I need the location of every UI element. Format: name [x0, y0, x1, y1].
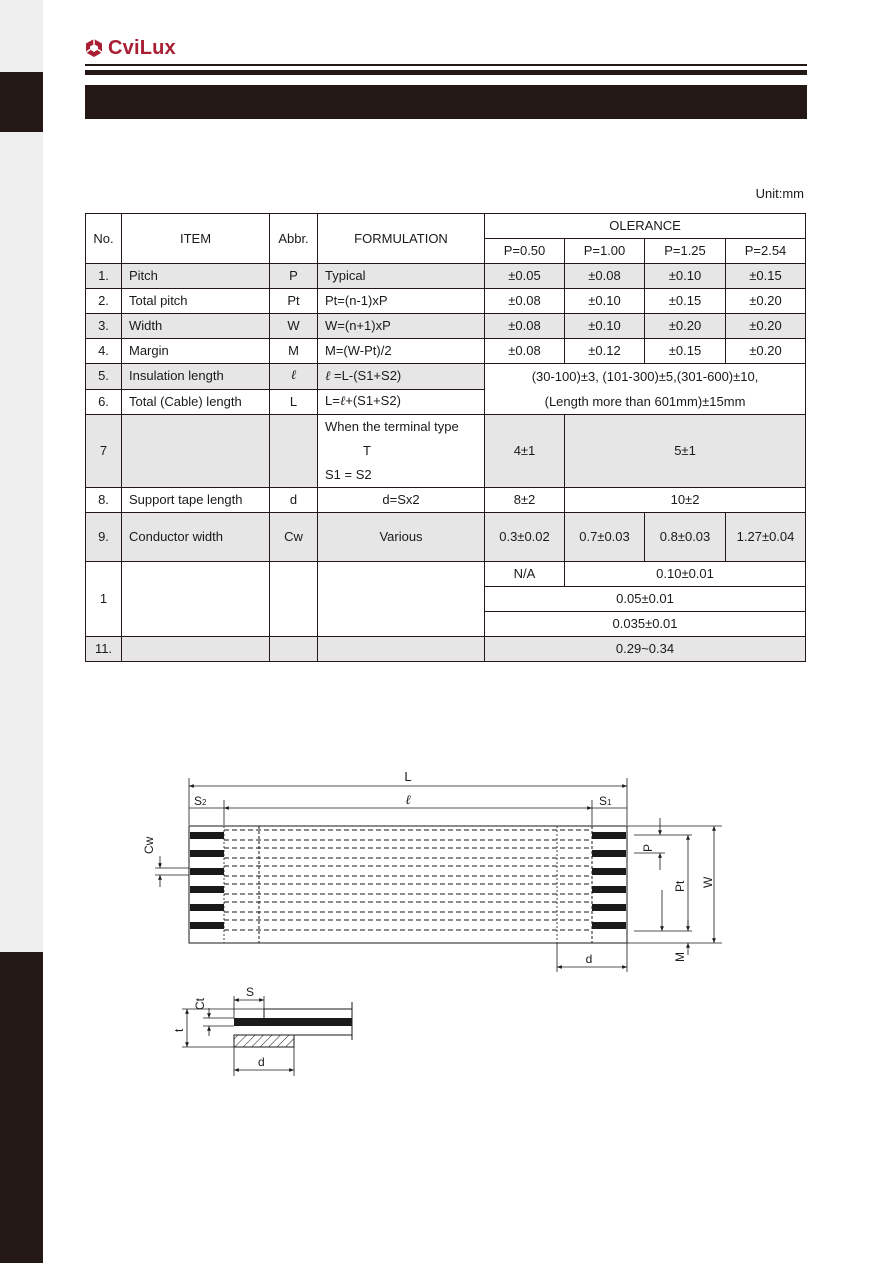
side-conductor [234, 1018, 352, 1026]
row-value: ±0.08 [485, 339, 565, 364]
row-value: 0.05±0.01 [485, 587, 806, 612]
row-abbr: L [270, 389, 318, 415]
row-no: 2. [86, 289, 122, 314]
formulation-text: =L-(S1+S2) [334, 367, 402, 383]
unit-label: Unit:mm [755, 186, 804, 201]
row-value: 0.29~0.34 [485, 637, 806, 662]
row-abbr: W [270, 314, 318, 339]
header-formulation: FORMULATION [318, 214, 485, 264]
label-side-S: S [246, 985, 255, 999]
side-view [172, 985, 352, 1076]
row-formulation: Pt=(n-1)xP [318, 289, 485, 314]
row-formulation: W=(n+1)xP [318, 314, 485, 339]
label-Pt: Pt [673, 880, 687, 892]
header-tolerance: OLERANCE [485, 214, 806, 239]
row-item: Total pitch [122, 289, 270, 314]
row-formulation: M=(W-Pt)/2 [318, 339, 485, 364]
row-value: ±0.20 [726, 289, 806, 314]
length-tolerance-line: (30-100)±3, (101-300)±5,(301-600)±10, [531, 369, 759, 384]
row-item: Total (Cable) length [122, 389, 270, 415]
svg-text:S1 [599, 794, 612, 808]
row-value: 10±2 [565, 488, 806, 513]
row-value: ±0.08 [485, 314, 565, 339]
row-abbr: P [270, 264, 318, 289]
row-value: 5±1 [565, 415, 806, 488]
row-value: 0.035±0.01 [485, 612, 806, 637]
row-value: 4±1 [485, 415, 565, 488]
label-S1: S [599, 794, 608, 808]
row-value: ±0.20 [726, 339, 806, 364]
label-L: L [404, 769, 412, 784]
pitch-col-0: P=0.50 [485, 239, 565, 264]
row-value: 0.7±0.03 [565, 513, 645, 562]
label-Cw: Cw [142, 836, 156, 854]
row-item: Pitch [122, 264, 270, 289]
row-value: ±0.15 [645, 289, 726, 314]
row-value: ±0.10 [645, 264, 726, 289]
formulation-text: L= [325, 393, 340, 409]
row-value: ±0.15 [645, 339, 726, 364]
row-value: N/A [485, 562, 565, 587]
label-S1-sub: 1 [607, 798, 612, 807]
label-Ct: Ct [193, 998, 207, 1010]
row-value: ±0.20 [645, 314, 726, 339]
ell-symbol: ℓ [339, 394, 346, 410]
row-formulation: Various [318, 513, 485, 562]
row-no: 5. [86, 364, 122, 390]
row-abbr: M [270, 339, 318, 364]
row-value: ±0.05 [485, 264, 565, 289]
ell-symbol: ℓ [325, 368, 331, 384]
formulation-line: T [363, 443, 371, 458]
row-abbr: ℓ [270, 364, 318, 390]
header-abbr: Abbr. [270, 214, 318, 264]
row-item: Insulation length [122, 364, 270, 390]
row-no: 4. [86, 339, 122, 364]
pitch-col-2: P=1.25 [645, 239, 726, 264]
label-side-d: d [258, 1055, 265, 1069]
formulation-line: When the terminal type [325, 419, 459, 434]
row-value: 1.27±0.04 [726, 513, 806, 562]
row-value: ±0.20 [726, 314, 806, 339]
label-ell: ℓ [405, 793, 411, 808]
label-d: d [585, 952, 593, 966]
row-formulation: Typical [318, 264, 485, 289]
row-no: 3. [86, 314, 122, 339]
row-item: Width [122, 314, 270, 339]
row-value: 0.8±0.03 [645, 513, 726, 562]
row-abbr: Pt [270, 289, 318, 314]
row-value: ±0.15 [726, 264, 806, 289]
row-no: 9. [86, 513, 122, 562]
label-S2-sub: 2 [202, 798, 207, 807]
svg-text:S2 [194, 794, 207, 808]
row-item: Support tape length [122, 488, 270, 513]
formulation-text: +(S1+S2) [345, 393, 401, 409]
label-t: t [172, 1028, 186, 1032]
row-no: 1. [86, 264, 122, 289]
row-no: 1 [86, 562, 122, 637]
label-P: P [641, 843, 655, 852]
length-tolerance-line: (Length more than 601mm)±15mm [544, 394, 746, 409]
row-value: ±0.08 [565, 264, 645, 289]
label-M: M [673, 952, 687, 962]
row-value: 0.3±0.02 [485, 513, 565, 562]
support-tape [234, 1035, 294, 1047]
row-value: 0.10±0.01 [565, 562, 806, 587]
row-value: ±0.12 [565, 339, 645, 364]
row-no: 7 [86, 415, 122, 488]
row-item: Margin [122, 339, 270, 364]
label-S2: S [194, 794, 203, 808]
row-abbr: d [270, 488, 318, 513]
row-no: 6. [86, 389, 122, 415]
header-item: ITEM [122, 214, 270, 264]
row-abbr: Cw [270, 513, 318, 562]
row-value: ±0.10 [565, 314, 645, 339]
row-no: 8. [86, 488, 122, 513]
pitch-col-3: P=2.54 [726, 239, 806, 264]
pitch-col-1: P=1.00 [565, 239, 645, 264]
row-formulation: d=Sx2 [318, 488, 485, 513]
row-value: 8±2 [485, 488, 565, 513]
row-value: ±0.08 [485, 289, 565, 314]
formulation-line: S1 = S2 [325, 467, 372, 482]
row-value: ±0.10 [565, 289, 645, 314]
brand-name: CviLux [108, 36, 176, 59]
row-item: Conductor width [122, 513, 270, 562]
header-no: No. [86, 214, 122, 264]
top-view [142, 769, 722, 972]
label-W: W [701, 876, 715, 888]
row-no: 11. [86, 637, 122, 662]
